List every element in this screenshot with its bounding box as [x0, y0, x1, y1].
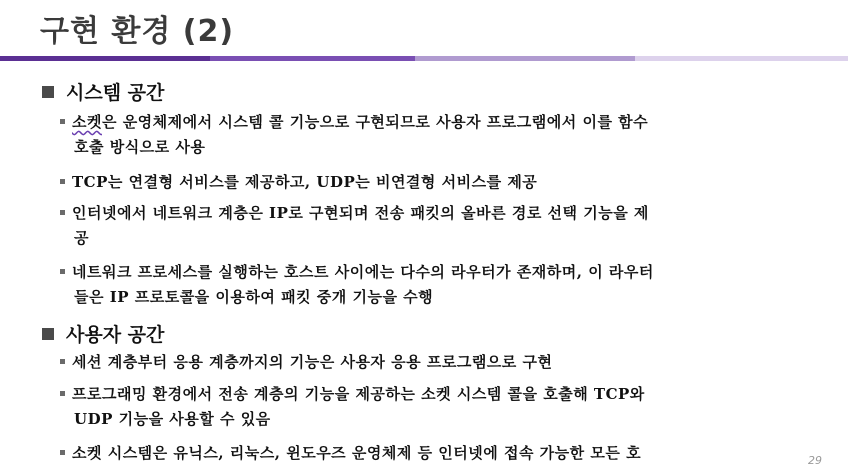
list-item — [60, 201, 800, 251]
list-item-text-cont: UDP 기능을 사용할 수 있음 — [74, 410, 271, 428]
bullet-icon — [60, 391, 65, 396]
list-item — [60, 350, 800, 375]
title-underline-bar-3 — [415, 56, 635, 61]
title-underline-bar-2 — [210, 56, 415, 61]
list-item-text-cont: 들은 IP 프로토콜을 이용하여 패킷 중개 기능을 수행 — [74, 288, 434, 306]
bullet-icon — [60, 179, 65, 184]
page-number: 29 — [808, 454, 822, 467]
bullet-icon — [60, 269, 65, 274]
bullet-icon — [60, 210, 65, 215]
list-item-text: 인터넷에서 네트워크 계층은 IP로 구현되며 전송 패킷의 올바른 경로 선택 기능을 제 — [72, 204, 649, 222]
bullet-icon — [60, 119, 65, 124]
list-item-text: 소켓 시스템은 유닉스, 리눅스, 윈도우즈 운영체제 등 인터넷에 접속 가능한 모든 호 — [72, 444, 642, 462]
list-item-text: 네트워크 프로세스를 실행하는 호스트 사이에는 다수의 라우터가 존재하며, 이 라우터 — [72, 263, 654, 281]
list-item-text-cont: 호출 방식으로 사용 — [74, 138, 206, 156]
list-item — [60, 382, 800, 432]
section-heading-label: 사용자 공간 — [66, 324, 165, 346]
list-item — [60, 110, 800, 160]
list-item-text: 세션 계층부터 응용 계층까지의 기능은 사용자 응용 프로그램으로 구현 — [72, 353, 553, 371]
list-item-text-cont: 공 — [74, 229, 89, 247]
spellcheck-word: 소켓 — [72, 113, 102, 131]
square-bullet-icon — [42, 86, 54, 98]
bullet-icon — [60, 359, 65, 364]
title-underline-bar-4 — [635, 56, 848, 61]
square-bullet-icon — [42, 328, 54, 340]
section-heading-user — [42, 320, 164, 347]
list-item-text: TCP는 연결형 서비스를 제공하고, UDP는 비연결형 서비스를 제공 — [72, 173, 538, 191]
list-item-text: 은 운영체제에서 시스템 콜 기능으로 구현되므로 사용자 프로그램에서 이를 함수 — [101, 113, 649, 131]
list-item — [60, 441, 800, 466]
bullet-icon — [60, 450, 65, 455]
list-item-text: 프로그래밍 환경에서 전송 계층의 기능을 제공하는 소켓 시스템 콜을 호출해 TCP와 — [72, 385, 645, 403]
title-underline-bar-1 — [0, 56, 210, 61]
slide-title: 구현 환경 (2) — [40, 14, 235, 49]
list-item — [60, 260, 800, 310]
section-heading-label: 시스템 공간 — [66, 82, 165, 104]
section-heading-system — [42, 78, 164, 105]
list-item — [60, 170, 800, 195]
